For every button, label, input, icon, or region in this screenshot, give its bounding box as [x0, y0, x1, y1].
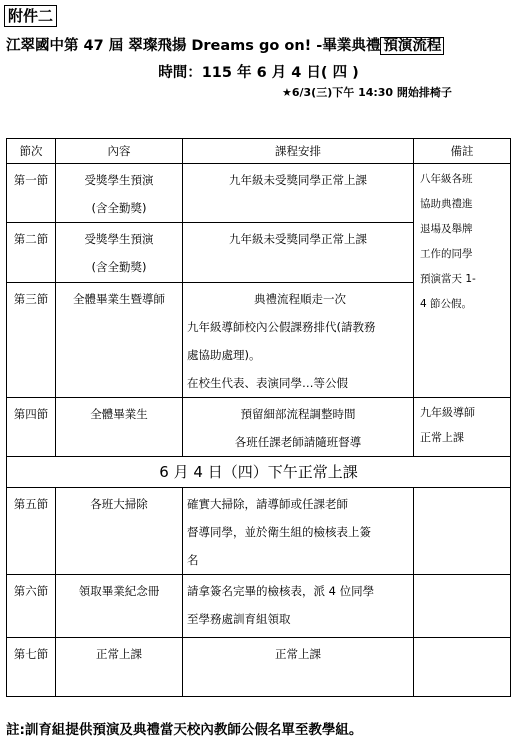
afternoon-banner: 6 月 4 日（四）下午正常上課: [7, 457, 511, 488]
remark-line: 正常上課: [420, 431, 464, 444]
event-time: 時間：115 年 6 月 4 日( 四 ): [158, 65, 359, 81]
arrangement-line: 九年級未受獎同學正常上課: [229, 173, 367, 187]
period-cell: 第一節: [7, 164, 56, 223]
afternoon-banner-row: [7, 457, 511, 488]
arrangement-line: 至學務處訓育組領取: [187, 612, 291, 626]
content-line: 各班大掃除: [90, 497, 148, 511]
arrangement-line: 處協助處理)。: [187, 348, 261, 362]
remark-line: 退場及舉牌: [420, 223, 473, 235]
content-line: 領取畢業紀念冊: [78, 584, 160, 598]
remark-line: 預演當天 1-: [420, 273, 476, 285]
remark-cell: [414, 638, 511, 697]
remark-cell: [414, 398, 511, 457]
arrangement-line: 督導同學，並於衛生組的檢核表上簽: [187, 525, 371, 539]
remark-cell: [414, 488, 511, 575]
content-cell: [56, 164, 183, 223]
header-arrangement: 課程安排: [183, 139, 414, 164]
remark-line: 工作的同學: [420, 248, 473, 260]
content-line: 全體畢業生暨導師: [73, 292, 165, 306]
content-line: 受獎學生預演: [84, 173, 154, 187]
chair-setup-note: ★6/3(三)下午 14:30 開始排椅子: [282, 86, 452, 99]
header-period: 節次: [7, 139, 56, 164]
period-cell: 第六節: [7, 575, 56, 638]
period-cell: 第七節: [7, 638, 56, 697]
header-remark: 備註: [414, 139, 511, 164]
arrangement-cell: [183, 283, 414, 398]
table-row: [7, 164, 511, 223]
arrangement-cell: [183, 164, 414, 223]
remark-line: 八年級各班: [420, 173, 473, 185]
table-row: [7, 398, 511, 457]
arrangement-cell: [183, 638, 414, 697]
document-title: [6, 36, 511, 56]
content-cell: [56, 638, 183, 697]
arrangement-cell: [183, 223, 414, 283]
arrangement-line: 確實大掃除，請導師或任課老師: [187, 497, 348, 511]
content-line: (含全勤獎): [91, 201, 147, 215]
table-row: [7, 488, 511, 575]
period-cell: 第五節: [7, 488, 56, 575]
arrangement-line: 名: [187, 553, 199, 567]
table-row: [7, 575, 511, 638]
arrangement-line: 在校生代表、表演同學…等公假: [187, 376, 348, 390]
content-line: (含全勤獎): [91, 260, 147, 274]
arrangement-line: 九年級導師校內公假課務排代(請教務: [187, 320, 376, 334]
remark-cell-merged: [414, 164, 511, 398]
period-cell: 第四節: [7, 398, 56, 457]
period-cell: 第二節: [7, 223, 56, 283]
attachment-label: 附件二: [4, 5, 57, 27]
arrangement-line: 請拿簽名完畢的檢核表，派 4 位同學: [187, 584, 375, 598]
content-line: 全體畢業生: [90, 407, 148, 421]
period-cell: 第三節: [7, 283, 56, 398]
remark-line: 九年級導師: [420, 406, 475, 419]
table-header-row: [7, 139, 511, 164]
content-line: 正常上課: [96, 647, 142, 661]
arrangement-line: 預留細部流程調整時間: [240, 407, 356, 421]
content-cell: [56, 488, 183, 575]
schedule-table: [6, 138, 511, 697]
title-main: 江翠國中第 47 屆 翠璨飛揚 Dreams go on! -畢業典禮: [6, 38, 381, 54]
arrangement-line: 正常上課: [275, 647, 321, 661]
content-cell: [56, 283, 183, 398]
arrangement-cell: [183, 398, 414, 457]
arrangement-line: 典禮流程順走一次: [254, 292, 346, 306]
content-line: 受獎學生預演: [84, 232, 154, 246]
arrangement-line: 九年級未受獎同學正常上課: [229, 232, 367, 246]
remark-cell: [414, 575, 511, 638]
content-cell: [56, 398, 183, 457]
arrangement-cell: [183, 488, 414, 575]
arrangement-line: 各班任課老師請隨班督導: [234, 435, 362, 449]
table-row: [7, 638, 511, 697]
footer-note: 註:訓育組提供預演及典禮當天校內教師公假名單至教學組。: [6, 722, 363, 738]
header-content: 內容: [56, 139, 183, 164]
title-boxed: 預演流程: [380, 37, 444, 55]
remark-line: 協助典禮進: [420, 198, 473, 210]
arrangement-cell: [183, 575, 414, 638]
content-cell: [56, 223, 183, 283]
content-cell: [56, 575, 183, 638]
remark-line: 4 節公假。: [420, 298, 473, 310]
